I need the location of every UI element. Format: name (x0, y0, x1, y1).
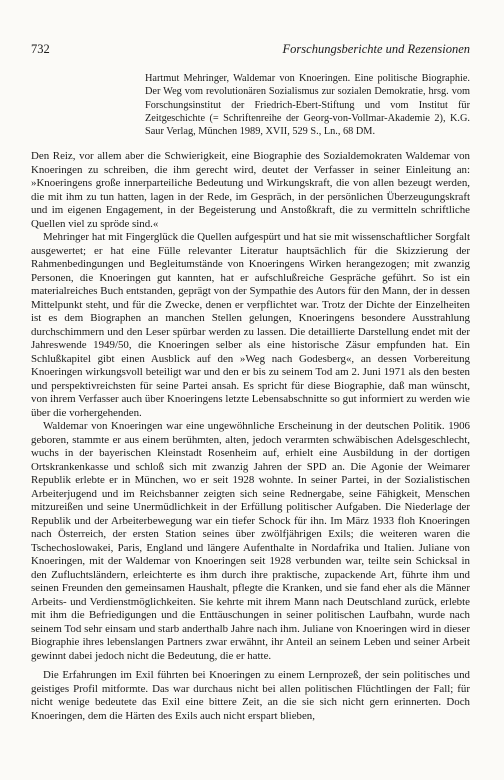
paragraph: Waldemar von Knoeringen war eine ungewöhnliche Erscheinung in der deutschen Politik. 1906 geboren, stammte er aus einem berühmten, alten, jedoch verarmten schwäbischen Adelsgeschlecht, wuchs in der bayerischen Kleinstadt Rosenheim auf, erhielt eine Ausbildung in der dortigen Ortskrankenkasse und schloß sich mit zwanzig Jahren der SPD an. Die Agonie der Weimarer Republik erlebte er in München, wo er seit 1928 wohnte. In seiner Partei, in der Sozialistischen Arbeiterjugend und im Reichsbanner zeigten sich seine Rednergabe, seine Fähigkeit, Menschen mitzureißen und seine Unermüdlichkeit in der Erfüllung politischer Aufgaben. Die Niederlage der Republik und der Arbeiterbewegung war ein tiefer Schock für ihn. Im März 1933 floh Knoeringen nach Österreich, der ersten Station seines über zwölfjährigen Exils; die weiteren waren die Tschechoslowakei, Paris, England und längere Aufenthalte in Nordafrika und Italien. Juliane von Knoeringen, mit der Waldemar von Knoeringen seit 1928 verbunden war, teilte sein Schicksal in den Zufluchtsländern, erleichterte es ihm durch ihre praktische, zupackende Art, führte ihm und seinen Freunden den gemeinsamen Haushalt, pflegte die Kranken, und sie fand eher als die Männer Arbeits- und Verdienstmöglichkeiten. Sie kehrte mit ihrem Mann nach Deutschland zurück, erlebte mit ihm die Befriedigungen und die Enttäuschungen in seiner politischen Laufbahn, wurde nach seinem Tod sehr einsam und starb anderthalb Jahre nach ihm. Juliane von Knoeringen wird in dieser Biographie ihres lebenslangen Partners zwar erwähnt, ihr Anteil an seinem Leben und seiner Arbeit gewinnt dabei jedoch nicht die Bedeutung, die er hatte. (31, 420, 470, 662)
running-section-title: Forschungsberichte und Rezensionen (282, 42, 470, 56)
paragraph: Mehringer hat mit Fingerglück die Quellen aufgespürt und hat sie mit wissenschaftlicher Sorgfalt ausgewertet; er hat eine Fülle relevanter Literatur hauptsächlich für die Skizzierung der Rahmenbedingungen und Begleitumstände von Knoeringens Wirken herangezogen; mit zwanzig Personen, die Knoeringen gut kannten, hat er aufschlußreiche Gespräche geführt. So ist ein materialreiches Buch entstanden, geprägt von der Sympathie des Autors für den Mann, der in dessen Mittelpunkt steht, und für die Zwecke, denen er verpflichtet war. Trotz der Dichte der Einzelheiten ist es dem Biographen an manchen Stellen gelungen, Knoeringens besondere Ausstrahlung durchschimmern und den Leser spürbar werden zu lassen. Die detaillierte Darstellung endet mit der Jahreswende 1949/50, die Knoeringen selber als eine historische Zäsur empfunden hat. Ein Schlußkapitel gibt einen Ausblick auf den »Weg nach Godesberg«, an dessen Vorbereitung Knoeringen wirkungsvoll beteiligt war und den er bis zu seinem Tod am 2. Juni 1971 als den besten und perspektivreichsten für seine Partei ansah. Es spricht für diese Biographie, daß man wünscht, von ihrem Verfasser auch über Knoeringens letzte Lebensabschnitte so gut informiert zu werden wie über die vorhergehenden. (31, 231, 470, 419)
book-citation: Hartmut Mehringer, Waldemar von Knoeringen. Eine politische Biographie. Der Weg vom revolutionären Sozialismus zur sozialen Demokratie, hrsg. vom Forschungsinstitut der Friedrich-Ebert-Stiftung und vom Institut für Zeitgeschichte (= Schriftenreihe der Georg-von-Vollmar-Akademie 2), K.G. Saur Verlag, München 1989, XVII, 529 S., Ln., 68 DM. (145, 73, 470, 138)
page-number: 732 (31, 42, 50, 56)
review-body (31, 150, 470, 723)
paragraph: Den Reiz, vor allem aber die Schwierigkeit, eine Biographie des Sozialdemokraten Waldemar von Knoeringen zu schreiben, die ihm gerecht wird, deutet der Verfasser in seiner Einleitung an: »Knoeringens große innerparteiliche Bedeutung und Wirkungskraft, die von allen bezeugt werden, die mit ihm zu tun hatten, lagen in der Rede, im Gespräch, in der persönlichen Überzeugungskraft und im eigenen Engagement, in der Begeisterung und Anstoßkraft, die zu vermitteln schriftliche Quellen viel zu spröde sind.« (31, 150, 470, 230)
paragraph: Die Erfahrungen im Exil führten bei Knoeringen zu einem Lernprozeß, der sein politisches und geistiges Profil mitformte. Das war durchaus nicht bei allen politischen Flüchtlingen der Fall; für nicht wenige bedeutete das Exil eine bittere Zeit, an die sie sich nicht gern erinnerten. Doch Knoeringen, dem die Härten des Exils auch nicht erspart blieben, (31, 669, 470, 722)
page-header (31, 42, 470, 57)
